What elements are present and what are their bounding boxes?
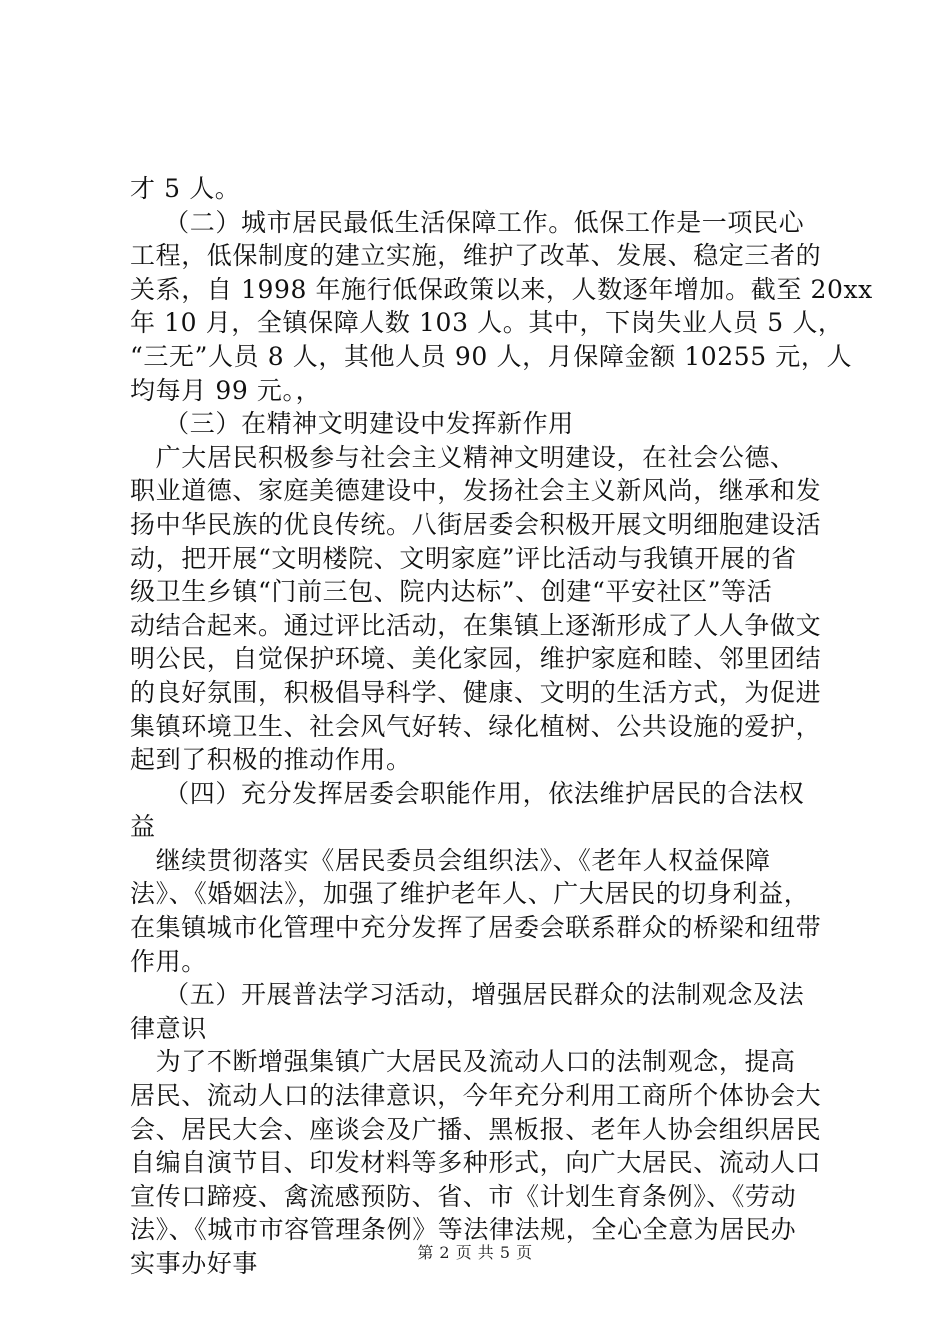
text-line: 法》、《城市市容管理条例》等法律法规，全心全意为居民办 xyxy=(130,1215,797,1245)
text-line: 明公民，自觉保护环境、美化家园，维护家庭和睦、邻里团结 xyxy=(130,644,822,674)
text-line: 才 5 人。 xyxy=(130,174,241,203)
text-line: 工程，低保制度的建立实施，维护了改革、发展、稳定三者的 xyxy=(130,241,822,271)
text-line: 关系，自 1998 年施行低保政策以来，人数逐年增加。截至 20xx xyxy=(130,274,873,304)
text-line: 职业道德、家庭美德建设中，发扬社会主义新风尚，继承和发 xyxy=(130,476,822,506)
text-line: 实事办好事 xyxy=(130,1249,259,1278)
text-line: 均每月 99 元。， xyxy=(130,375,322,405)
text-line: 继续贯彻落实《居民委员会组织法》、《老年人权益保障 xyxy=(130,845,771,875)
body-text xyxy=(130,172,873,1281)
text-line: 的良好氛围，积极倡导科学、健康、文明的生活方式，为促进 xyxy=(130,677,822,707)
text-line: 居民、流动人口的法律意识，今年充分利用工商所个体协会大 xyxy=(130,1081,822,1111)
text-line: 作用。 xyxy=(130,946,207,976)
section-heading-line: （四）充分发挥居委会职能作用，依法维护居民的合法权 xyxy=(130,778,805,808)
text-line: 自编自演节目、印发材料等多种形式，向广大居民、流动人口 xyxy=(130,1148,822,1178)
text-line: 集镇环境卫生、社会风气好转、绿化植树、公共设施的爱护， xyxy=(130,711,822,741)
text-line: 会、居民大会、座谈会及广播、黑板报、老年人协会组织居民 xyxy=(130,1114,822,1144)
text-line: 宣传口蹄疫、禽流感预防、省、市《计划生育条例》、《劳动 xyxy=(130,1181,797,1211)
text-line: 年 10 月，全镇保障人数 103 人。其中，下岗失业人员 5 人， xyxy=(130,308,844,338)
text-line: 起到了积极的推动作用。 xyxy=(130,745,412,775)
section-heading-line: 益 xyxy=(130,812,156,842)
section-heading-line: （五）开展普法学习活动，增强居民群众的法制观念及法 xyxy=(130,980,805,1010)
section-heading-line: （二）城市居民最低生活保障工作。低保工作是一项民心 xyxy=(130,207,805,237)
text-line: “三无”人员 8 人，其他人员 90 人，月保障金额 10255 元，人 xyxy=(130,341,853,371)
page-number: 第 2 页 共 5 页 xyxy=(417,1243,533,1262)
text-line: 动结合起来。通过评比活动，在集镇上逐渐形成了人人争做文 xyxy=(130,610,822,640)
section-heading-line: 律意识 xyxy=(130,1013,207,1043)
page-footer xyxy=(0,1240,950,1263)
text-line: 动，把开展“文明楼院、文明家庭”评比活动与我镇开展的省 xyxy=(130,543,797,573)
text-line: 扬中华民族的优良传统。八街居委会积极开展文明细胞建设活 xyxy=(130,509,822,539)
text-line: 在集镇城市化管理中充分发挥了居委会联系群众的桥梁和纽带 xyxy=(130,913,822,943)
text-line: 法》、《婚姻法》，加强了维护老年人、广大居民的切身利益， xyxy=(130,879,810,909)
text-line: 为了不断增强集镇广大居民及流动人口的法制观念，提高 xyxy=(130,1047,796,1077)
text-line: 级卫生乡镇“门前三包、院内达标”、创建“平安社区”等活 xyxy=(130,577,773,607)
section-heading-line: （三）在精神文明建设中发挥新作用 xyxy=(130,409,574,439)
text-line: 广大居民积极参与社会主义精神文明建设，在社会公德、 xyxy=(130,442,796,472)
